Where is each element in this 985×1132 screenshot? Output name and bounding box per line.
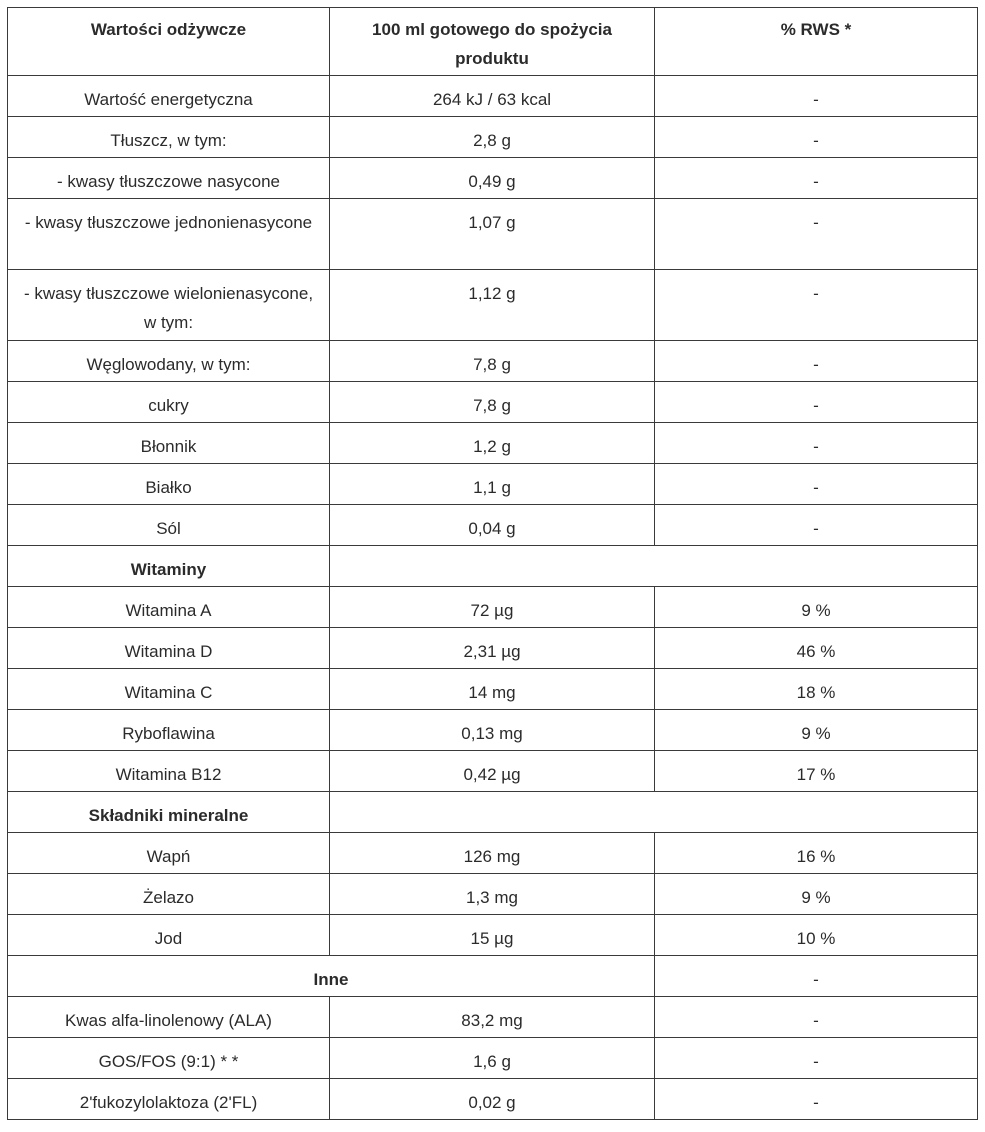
nutrient-name: - kwasy tłuszczowe jednonienasycone <box>8 199 330 270</box>
table-row <box>8 669 978 710</box>
nutrient-rws: - <box>655 158 978 199</box>
nutrient-name: Żelazo <box>8 874 330 915</box>
nutrient-rws: 46 % <box>655 628 978 669</box>
section-title: Witaminy <box>8 546 330 587</box>
table-row <box>8 710 978 751</box>
section-empty-cell <box>330 546 978 587</box>
nutrient-value: 0,42 µg <box>330 751 655 792</box>
nutrient-name: 2'fukozylolaktoza (2'FL) <box>8 1079 330 1120</box>
nutrient-value: 1,2 g <box>330 423 655 464</box>
nutrient-rws: - <box>655 341 978 382</box>
nutrient-rws: 18 % <box>655 669 978 710</box>
section-title: Inne <box>8 956 655 997</box>
nutrient-value: 0,02 g <box>330 1079 655 1120</box>
table-row <box>8 270 978 341</box>
nutrient-name: Kwas alfa-linolenowy (ALA) <box>8 997 330 1038</box>
table-row <box>8 199 978 270</box>
nutrient-rws: - <box>655 505 978 546</box>
nutrient-name: Tłuszcz, w tym: <box>8 117 330 158</box>
section-empty-cell <box>330 792 978 833</box>
nutrient-rws: - <box>655 270 978 341</box>
nutrition-table <box>7 7 978 1120</box>
nutrient-value: 2,31 µg <box>330 628 655 669</box>
nutrient-name: Białko <box>8 464 330 505</box>
table-row <box>8 464 978 505</box>
nutrient-name: Wapń <box>8 833 330 874</box>
table-row <box>8 1079 978 1120</box>
nutrient-value: 264 kJ / 63 kcal <box>330 76 655 117</box>
nutrient-rws: 17 % <box>655 751 978 792</box>
nutrient-name: - kwasy tłuszczowe wielonienasycone, w tym: <box>8 270 330 341</box>
nutrient-name: Witamina A <box>8 587 330 628</box>
section-row-other <box>8 956 978 997</box>
nutrient-rws: 9 % <box>655 874 978 915</box>
nutrient-rws: 16 % <box>655 833 978 874</box>
nutrient-name: Witamina C <box>8 669 330 710</box>
nutrient-rws: - <box>655 117 978 158</box>
nutrient-name: Witamina B12 <box>8 751 330 792</box>
table-row <box>8 76 978 117</box>
nutrient-rws: - <box>655 1079 978 1120</box>
header-rws: % RWS * <box>655 8 978 76</box>
nutrient-name: Wartość energetyczna <box>8 76 330 117</box>
nutrient-rws: - <box>655 76 978 117</box>
nutrient-value: 7,8 g <box>330 382 655 423</box>
nutrient-name: cukry <box>8 382 330 423</box>
table-row <box>8 833 978 874</box>
nutrient-value: 0,04 g <box>330 505 655 546</box>
table-row <box>8 158 978 199</box>
header-row <box>8 8 978 76</box>
nutrient-rws: - <box>655 199 978 270</box>
nutrient-name: Węglowodany, w tym: <box>8 341 330 382</box>
nutrient-rws: - <box>655 997 978 1038</box>
section-row-vitamins <box>8 546 978 587</box>
table-row <box>8 382 978 423</box>
nutrient-value: 72 µg <box>330 587 655 628</box>
nutrient-rws: - <box>655 1038 978 1079</box>
nutrient-name: - kwasy tłuszczowe nasycone <box>8 158 330 199</box>
nutrient-rws: - <box>655 382 978 423</box>
nutrient-value: 14 mg <box>330 669 655 710</box>
nutrient-value: 1,3 mg <box>330 874 655 915</box>
nutrient-value: 0,13 mg <box>330 710 655 751</box>
nutrient-name: Ryboflawina <box>8 710 330 751</box>
table-row <box>8 1038 978 1079</box>
nutrient-rws: - <box>655 464 978 505</box>
nutrient-name: GOS/FOS (9:1) * * <box>8 1038 330 1079</box>
table-row <box>8 505 978 546</box>
nutrient-value: 2,8 g <box>330 117 655 158</box>
section-title: Składniki mineralne <box>8 792 330 833</box>
nutrient-value: 126 mg <box>330 833 655 874</box>
nutrient-rws: 9 % <box>655 710 978 751</box>
nutrient-name: Witamina D <box>8 628 330 669</box>
table-row <box>8 915 978 956</box>
nutrient-rws: - <box>655 423 978 464</box>
nutrient-value: 83,2 mg <box>330 997 655 1038</box>
table-row <box>8 117 978 158</box>
nutrient-name: Sól <box>8 505 330 546</box>
nutrient-value: 7,8 g <box>330 341 655 382</box>
nutrient-name: Błonnik <box>8 423 330 464</box>
nutrient-value: 15 µg <box>330 915 655 956</box>
header-per-100ml: 100 ml gotowego do spożycia produktu <box>330 8 655 76</box>
table-row <box>8 997 978 1038</box>
table-row <box>8 587 978 628</box>
nutrient-rws: 10 % <box>655 915 978 956</box>
nutrient-value: 1,6 g <box>330 1038 655 1079</box>
nutrient-value: 1,12 g <box>330 270 655 341</box>
table-row <box>8 423 978 464</box>
table-row <box>8 341 978 382</box>
nutrient-name: Jod <box>8 915 330 956</box>
table-row <box>8 628 978 669</box>
nutrient-value: 1,1 g <box>330 464 655 505</box>
table-row <box>8 874 978 915</box>
nutrient-value: 1,07 g <box>330 199 655 270</box>
header-nutrient: Wartości odżywcze <box>8 8 330 76</box>
section-row-minerals <box>8 792 978 833</box>
nutrient-value: 0,49 g <box>330 158 655 199</box>
table-row <box>8 751 978 792</box>
nutrient-rws: 9 % <box>655 587 978 628</box>
section-rws: - <box>655 956 978 997</box>
